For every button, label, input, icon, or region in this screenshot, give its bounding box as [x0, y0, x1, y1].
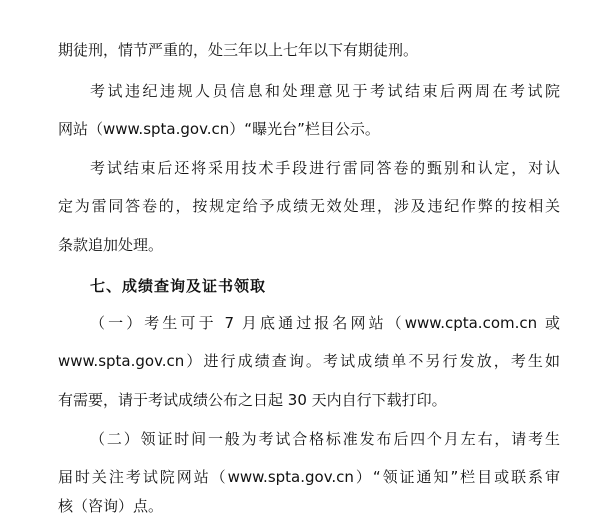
section-heading: 七、成绩查询及证书领取: [90, 277, 267, 295]
paragraph-line-7: （一）考生可于 7 月底通过报名网站（www.cpta.com.cn 或: [90, 314, 560, 332]
paragraph-line-12: 核（咨询）点。: [58, 497, 164, 515]
paragraph-line-2: 考试违纪违规人员信息和处理意见于考试结束后两周在考试院: [90, 82, 560, 100]
paragraph-line-3: 网站（www.spta.gov.cn）“曝光台”栏目公示。: [58, 120, 380, 138]
paragraph-line-10: （二）领证时间一般为考试合格标准发布后四个月左右，请考生: [90, 430, 560, 448]
paragraph-line-4: 考试结束后还将采用技术手段进行雷同答卷的甄别和认定，对认: [90, 159, 560, 177]
paragraph-line-8: www.spta.gov.cn）进行成绩查询。考试成绩单不另行发放，考生如: [58, 352, 560, 370]
paragraph-line-5: 定为雷同答卷的，按规定给予成绩无效处理，涉及违纪作弊的按相关: [58, 197, 560, 215]
paragraph-line-6: 条款追加处理。: [58, 236, 164, 254]
paragraph-line-11: 届时关注考试院网站（www.spta.gov.cn）“领证通知”栏目或联系审: [58, 468, 560, 486]
paragraph-line-9: 有需要，请于考试成绩公布之日起 30 天内自行下载打印。: [58, 391, 447, 409]
paragraph-line-1: 期徒刑，情节严重的，处三年以上七年以下有期徒刑。: [58, 41, 419, 59]
